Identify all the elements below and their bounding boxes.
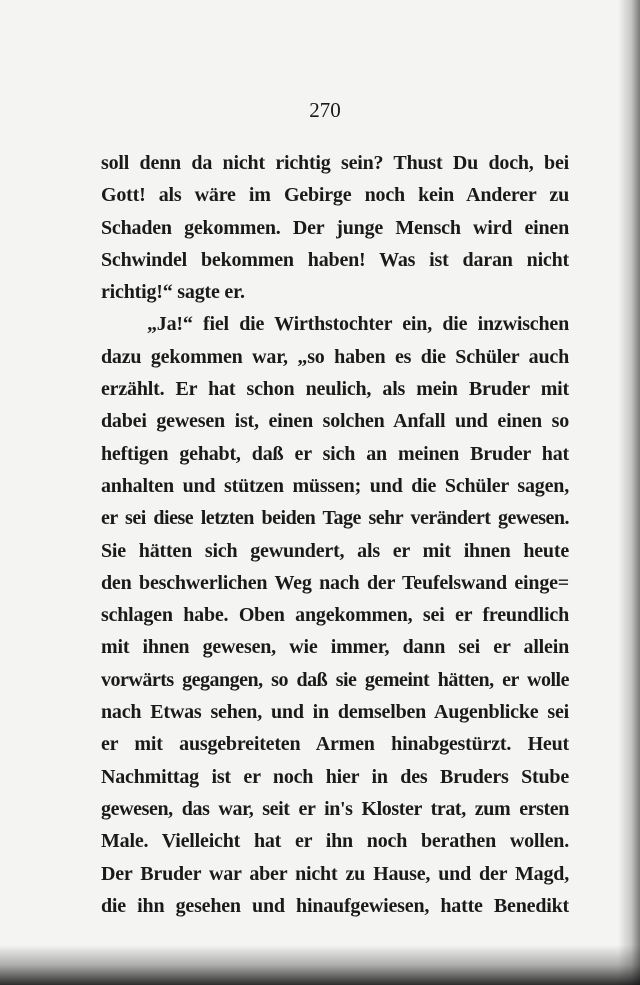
text-line: „Ja!“ fiel die Wirthstochter ein, die inzwischen — [147, 313, 569, 336]
text-line: vorwärts gegangen, so daß sie gemeint hätten, er wolle — [101, 668, 569, 691]
text-line: dazu gekommen war, „so haben es die Schüler auch — [101, 345, 569, 368]
text-line: Sie hätten sich gewundert, als er mit ihnen heute — [101, 539, 569, 562]
text-line: Nachmittag ist er noch hier in des Bruders Stube — [101, 765, 569, 788]
text-line: anhalten und stützen müssen; und die Schüler sagen, — [101, 474, 569, 497]
body-text — [101, 147, 569, 922]
text-line: dabei gewesen ist, einen solchen Anfall und einen so — [101, 410, 569, 433]
text-line: Male. Vielleicht hat er ihn noch berathen wollen. — [101, 830, 569, 853]
text-line: Schaden gekommen. Der junge Mensch wird einen — [101, 216, 569, 239]
text-line: richtig!“ sagte er. — [101, 281, 245, 304]
scan-edge-shadow-bottom — [0, 945, 640, 985]
text-line: die ihn gesehen und hinaufgewiesen, hatte Benedikt — [101, 894, 569, 917]
text-line: nach Etwas sehen, und in demselben Augenblicke sei — [101, 701, 569, 724]
text-line: mit ihnen gewesen, wie immer, dann sei er allein — [101, 636, 569, 659]
scan-edge-shadow-right — [618, 0, 640, 985]
text-line: heftigen gehabt, daß er sich an meinen Bruder hat — [101, 442, 569, 465]
text-line: schlagen habe. Oben angekommen, sei er freundlich — [101, 604, 569, 627]
text-line: er mit ausgebreiteten Armen hinabgestürzt. Heut — [101, 733, 569, 756]
text-line: erzählt. Er hat schon neulich, als mein Bruder mit — [101, 378, 569, 401]
text-line: Schwindel bekommen haben! Was ist daran nicht — [101, 248, 569, 271]
text-line: gewesen, das war, seit er in's Kloster trat, zum ersten — [101, 797, 569, 820]
text-line: er sei diese letzten beiden Tage sehr verändert gewesen. — [101, 507, 569, 530]
text-line: den beschwerlichen Weg nach der Teufelswand einge= — [101, 571, 569, 594]
page-number: 270 — [309, 98, 341, 122]
text-line: Der Bruder war aber nicht zu Hause, und der Magd, — [101, 862, 569, 885]
text-line: soll denn da nicht richtig sein? Thust Du doch, bei — [101, 152, 569, 174]
text-line: Gott! als wäre im Gebirge noch kein Anderer zu — [101, 184, 569, 207]
